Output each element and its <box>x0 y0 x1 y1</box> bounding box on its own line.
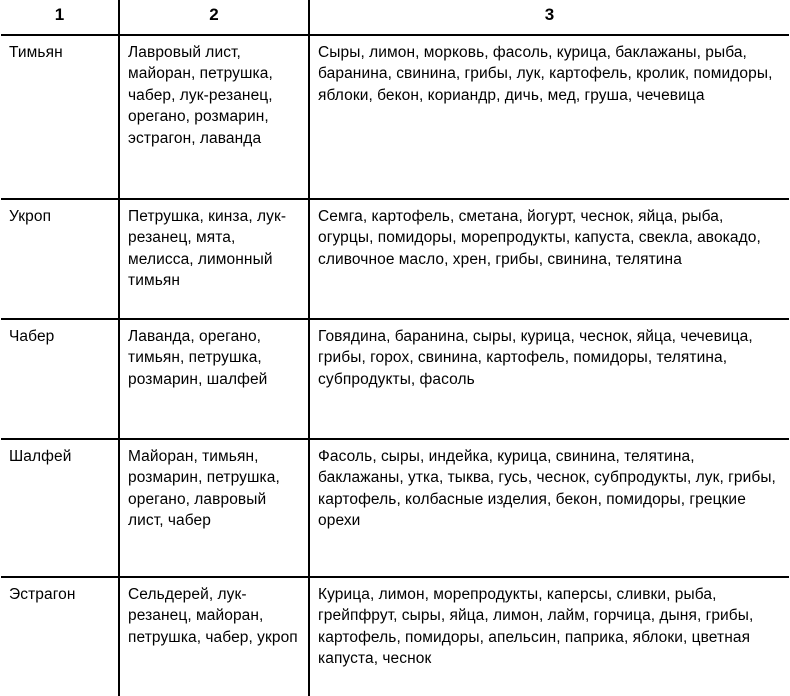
table-header-row <box>1 0 789 35</box>
herb-pairings: Говядина, баранина, сыры, курица, чеснок, яйца, чечевица, грибы, горох, свинина, картофель, помидоры, телятина, субпродукты, фасоль <box>309 319 789 439</box>
herb-companions: Петрушка, кинза, лук-резанец, мята, мелисса, лимонный тимьян <box>119 199 309 319</box>
table-row <box>1 319 789 439</box>
herb-name: Укроп <box>1 199 119 319</box>
herb-pairings: Сыры, лимон, морковь, фасоль, курица, баклажаны, рыба, баранина, свинина, грибы, лук, картофель, кролик, помидоры, яблоки, бекон, кориандр, дичь, мед, груша, чечевица <box>309 35 789 199</box>
herb-name: Эстрагон <box>1 577 119 696</box>
table-row <box>1 577 789 696</box>
herb-companions: Майоран, тимьян, розмарин, петрушка, орегано, лавровый лист, чабер <box>119 439 309 577</box>
table-row <box>1 35 789 199</box>
herb-name: Шалфей <box>1 439 119 577</box>
herb-pairing-table <box>1 0 789 696</box>
herb-companions: Лавровый лист, майоран, петрушка, чабер, лук-резанец, орегано, розмарин, эстрагон, лаванда <box>119 35 309 199</box>
herb-companions: Лаванда, орегано, тимьян, петрушка, розмарин, шалфей <box>119 319 309 439</box>
column-header-3: 3 <box>309 0 789 35</box>
herb-companions: Сельдерей, лук-резанец, майоран, петрушка, чабер, укроп <box>119 577 309 696</box>
herb-pairings: Семга, картофель, сметана, йогурт, чеснок, яйца, рыба, огурцы, помидоры, морепродукты, капуста, свекла, авокадо, сливочное масло, хрен, грибы, свинина, телятина <box>309 199 789 319</box>
column-header-1: 1 <box>1 0 119 35</box>
herb-name: Чабер <box>1 319 119 439</box>
herb-pairings: Фасоль, сыры, индейка, курица, свинина, телятина, баклажаны, утка, тыква, гусь, чеснок, субпродукты, лук, грибы, картофель, колбасные изделия, бекон, помидоры, грецкие орехи <box>309 439 789 577</box>
table-body <box>1 35 789 696</box>
herb-pairings: Курица, лимон, морепродукты, каперсы, сливки, рыба, грейпфрут, сыры, яйца, лимон, лайм, горчица, дыня, грибы, картофель, помидоры, апельсин, паприка, яблоки, цветная капуста, чеснок <box>309 577 789 696</box>
column-header-2: 2 <box>119 0 309 35</box>
table-row <box>1 199 789 319</box>
table-row <box>1 439 789 577</box>
table-header <box>1 0 789 35</box>
herb-name: Тимьян <box>1 35 119 199</box>
